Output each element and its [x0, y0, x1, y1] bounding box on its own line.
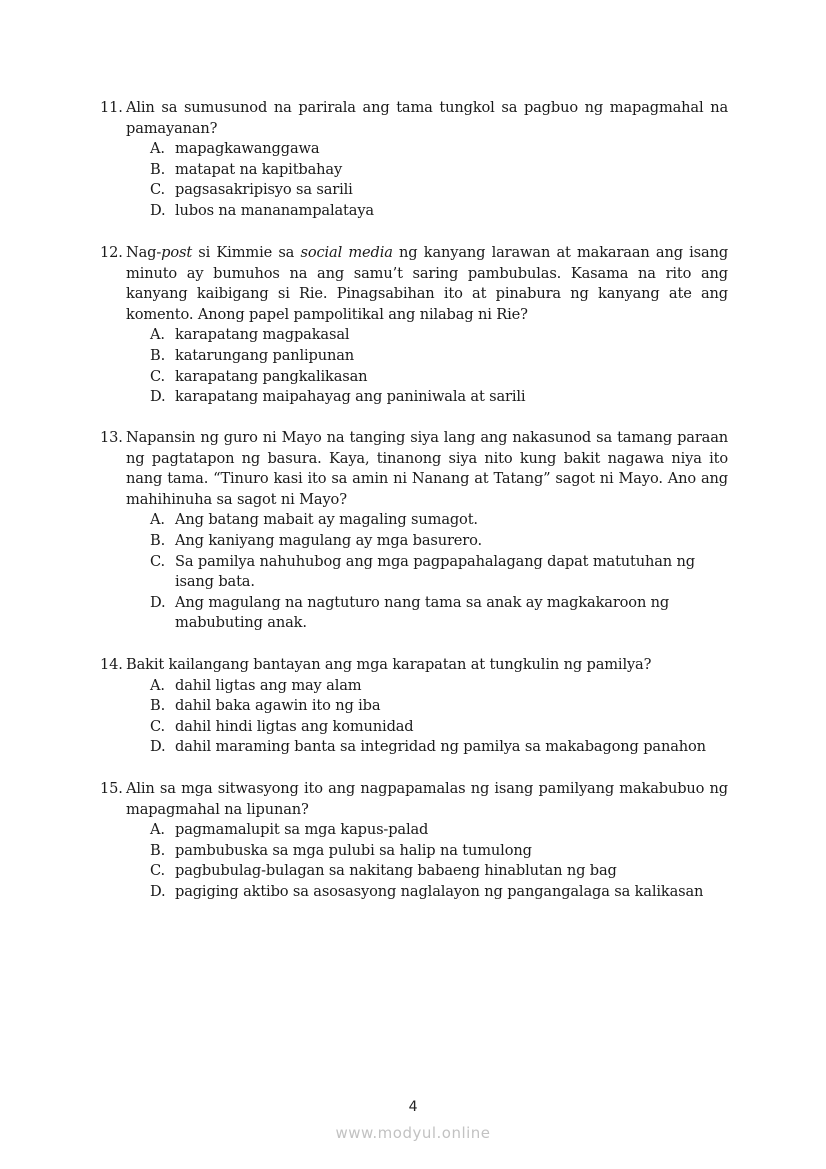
- option-letter: D.: [150, 593, 166, 611]
- option-letter: C.: [150, 367, 165, 385]
- option-b: [150, 160, 728, 181]
- question-number: 15.: [100, 780, 123, 797]
- option-d: [150, 882, 760, 903]
- option-letter: A.: [150, 140, 165, 158]
- option-letter: C.: [150, 862, 165, 880]
- option-text: dahil ligtas ang may alam: [175, 676, 362, 694]
- question-12: [100, 243, 728, 408]
- option-a: [150, 820, 760, 841]
- question-15: [100, 779, 760, 903]
- italic-term: post: [161, 244, 193, 261]
- option-text: pagbubulag-bulagan sa nakitang babaeng hinablutan ng bag: [175, 862, 617, 880]
- question-11: [100, 98, 728, 222]
- option-b: [150, 346, 728, 367]
- option-text: dahil baka agawin ito ng iba: [175, 697, 381, 715]
- option-a: [150, 510, 728, 531]
- option-text: Sa pamilya nahuhubog ang mga pagpapahalagang dapat matutuhan ng isang bata.: [175, 552, 695, 591]
- option-letter: B.: [150, 697, 166, 715]
- option-d: [150, 593, 728, 634]
- option-letter: A.: [150, 326, 165, 344]
- question-number: 11.: [100, 99, 123, 116]
- option-letter: C.: [150, 552, 165, 570]
- option-b: [150, 841, 760, 862]
- option-letter: B.: [150, 531, 166, 549]
- option-text: pambubuska sa mga pulubi sa halip na tumulong: [175, 841, 532, 859]
- option-letter: B.: [150, 346, 166, 364]
- option-c: [150, 552, 728, 593]
- question-text: Bakit kailangang bantayan ang mga karapatan at tungkulin ng pamilya?: [126, 656, 652, 673]
- italic-term: social media: [300, 244, 393, 261]
- option-d: [150, 201, 728, 222]
- page-number: 4: [408, 1099, 418, 1115]
- question-text: Alin sa mga sitwasyong ito ang nagpapamalas ng isang pamilyang makabubuo ng mapagmahal na lipunan?: [126, 780, 728, 818]
- option-a: [150, 676, 760, 697]
- question-number: 12.: [100, 244, 123, 261]
- option-text: pagsasakripisyo sa sarili: [175, 181, 353, 199]
- option-c: [150, 180, 728, 201]
- text-segment: ng kanyang larawan at makaraan ang isang minuto ay bumuhos na ang samu’t saring pambubulas. Kasama na rito ang kanyang kaibigang si Rie. Pinagsabihan ito at pinabura ng kanyang ate ang komento. Anong papel pampolitikal ang nilabag ni Rie?: [126, 244, 729, 323]
- question-13: [100, 428, 728, 634]
- options-list: [150, 820, 760, 902]
- option-letter: D.: [150, 201, 166, 219]
- options-list: [150, 139, 728, 221]
- option-letter: A.: [150, 511, 165, 529]
- watermark: www.modyul.online: [335, 1124, 491, 1142]
- option-d: [150, 737, 760, 758]
- option-letter: D.: [150, 738, 166, 756]
- option-text: pagmamalupit sa mga kapus-palad: [175, 821, 429, 839]
- options-list: [150, 325, 728, 407]
- option-letter: D.: [150, 882, 166, 900]
- option-text: karapatang magpakasal: [175, 326, 350, 344]
- text-segment: Nag-: [126, 244, 162, 261]
- question-number: 14.: [100, 656, 123, 673]
- text-segment: si Kimmie sa: [192, 244, 301, 261]
- option-text: karapatang pangkalikasan: [175, 367, 368, 385]
- option-letter: B.: [150, 841, 166, 859]
- options-list: [150, 676, 760, 758]
- question-14: [100, 655, 760, 758]
- option-text: lubos na mananampalataya: [175, 201, 374, 219]
- option-b: [150, 696, 760, 717]
- option-letter: A.: [150, 821, 165, 839]
- option-d: [150, 387, 728, 408]
- option-text: matapat na kapitbahay: [175, 160, 343, 178]
- option-text: Ang batang mabait ay magaling sumagot.: [175, 511, 478, 529]
- option-text: dahil maraming banta sa integridad ng pamilya sa makabagong panahon: [175, 738, 706, 756]
- option-text: dahil hindi ligtas ang komunidad: [175, 717, 414, 735]
- option-a: [150, 325, 728, 346]
- option-letter: C.: [150, 181, 165, 199]
- option-text: Ang kaniyang magulang ay mga basurero.: [175, 531, 482, 549]
- question-number: 13.: [100, 429, 123, 446]
- option-text: katarungang panlipunan: [175, 346, 355, 364]
- question-text: [126, 243, 728, 325]
- option-letter: A.: [150, 676, 165, 694]
- option-text: Ang magulang na nagtuturo nang tama sa anak ay magkakaroon ng mabubuting anak.: [175, 593, 670, 632]
- option-c: [150, 367, 728, 388]
- question-text: Alin sa sumusunod na parirala ang tama tungkol sa pagbuo ng mapagmahal na pamayanan?: [126, 99, 728, 137]
- question-text: Napansin ng guro ni Mayo na tanging siya lang ang nakasunod sa tamang paraan ng pagtatapon ng basura. Kaya, tinanong siya nito kung bakit nagawa niya ito nang tama. “Tinuro kasi ito sa amin ni Nanang at Tatang” sagot ni Mayo. Ano ang mahihinuha sa sagot ni Mayo?: [126, 429, 728, 508]
- option-c: [150, 717, 760, 738]
- option-letter: B.: [150, 160, 166, 178]
- options-list: [150, 510, 728, 634]
- option-a: [150, 139, 728, 160]
- option-c: [150, 861, 760, 882]
- option-text: mapagkawanggawa: [175, 140, 320, 158]
- option-text: pagiging aktibo sa asosasyong naglalayon ng pangangalaga sa kalikasan: [175, 882, 704, 900]
- option-text: karapatang maipahayag ang paniniwala at sarili: [175, 388, 526, 406]
- option-letter: C.: [150, 717, 165, 735]
- option-b: [150, 531, 728, 552]
- option-letter: D.: [150, 388, 166, 406]
